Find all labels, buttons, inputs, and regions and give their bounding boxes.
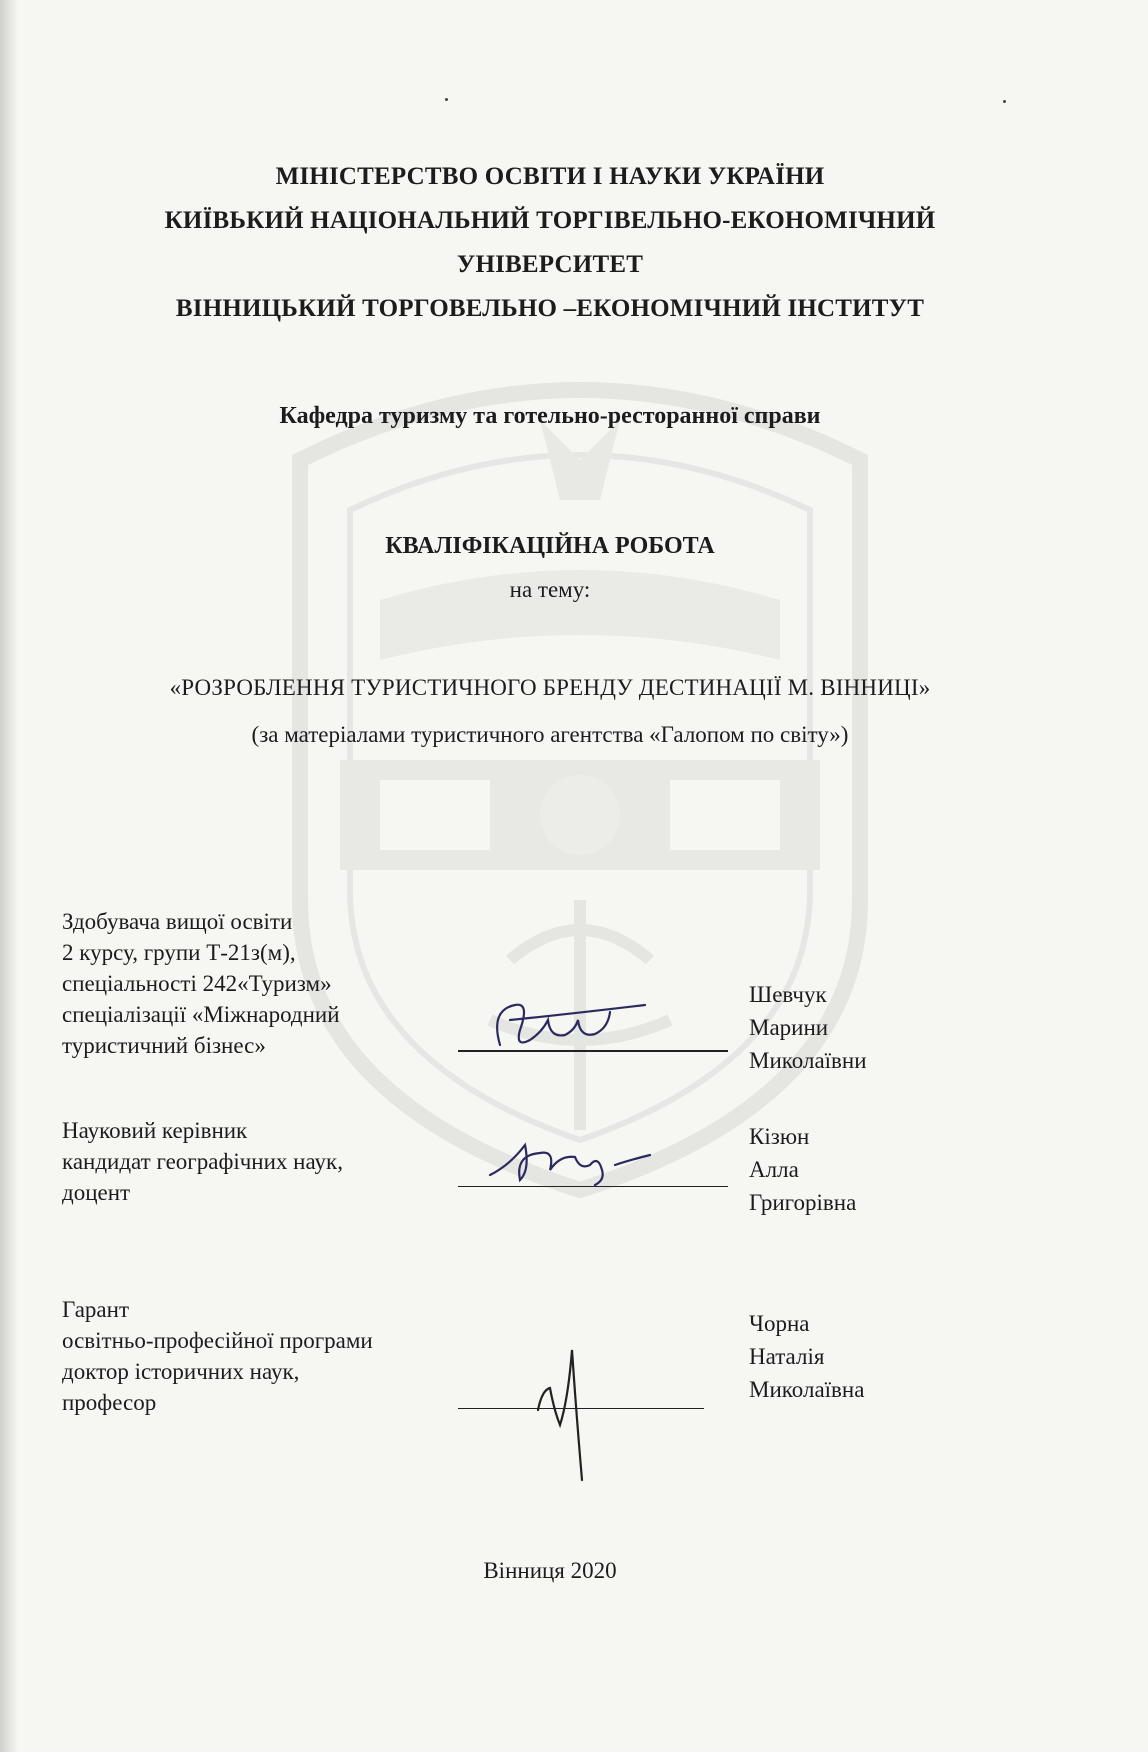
supervisor-name-block	[749, 1120, 856, 1219]
guarantor-name-line: Чорна	[749, 1311, 810, 1336]
supervisor-name-line: Кізюн	[749, 1124, 810, 1149]
supervisor-name-line: Алла	[749, 1157, 799, 1182]
supervisor-role-line: Науковий керівник	[62, 1118, 248, 1143]
student-role-line: Здобувача вищої освіти	[62, 909, 293, 934]
scan-speck	[445, 98, 448, 101]
student-role-line: спеціальності 242«Туризм»	[62, 971, 332, 996]
student-role-line: 2 курсу, групи Т-21з(м),	[62, 940, 296, 965]
institute-title: ВІННИЦЬКИЙ ТОРГОВЕЛЬНО –ЕКОНОМІЧНИЙ ІНСТИТУТ	[175, 295, 925, 322]
guarantor-signature	[530, 1330, 610, 1490]
ministry-title: МІНІСТЕРСТВО ОСВІТИ І НАУКИ УКРАЇНИ	[275, 163, 825, 190]
supervisor-role-line: кандидат географічних наук,	[62, 1149, 343, 1174]
guarantor-name-line: Миколаївна	[749, 1377, 865, 1402]
city-year: Вінниця 2020	[483, 1558, 617, 1583]
student-role-line: туристичний бізнес»	[62, 1033, 266, 1058]
university-title-line2: УНІВЕРСИТЕТ	[456, 251, 644, 278]
student-name-block	[749, 978, 867, 1077]
thesis-topic: «РОЗРОБЛЕННЯ ТУРИСТИЧНОГО БРЕНДУ ДЕСТИНАЦІЇ М. ВІННИЦІ»	[169, 675, 931, 700]
guarantor-role-line: доктор історичних наук,	[62, 1359, 300, 1384]
guarantor-name-line: Наталія	[749, 1344, 825, 1369]
department-title: Кафедра туризму та готельно-ресторанної справи	[279, 403, 821, 429]
university-title-line1: КИЇВЬКИЙ НАЦІОНАЛЬНИЙ ТОРГІВЕЛЬНО-ЕКОНОМІЧНИЙ	[164, 207, 936, 234]
guarantor-role-line: професор	[62, 1390, 157, 1415]
scan-speck	[1003, 100, 1006, 103]
student-name-line: Миколаївни	[749, 1048, 867, 1073]
institution-header	[0, 155, 1100, 331]
supervisor-signature	[480, 1125, 670, 1195]
guarantor-role-line: освітньо-професійної програми	[62, 1328, 373, 1353]
student-role-block	[62, 906, 340, 1061]
thesis-materials-note: (за матеріалами туристичного агентства «Галопом по світу»)	[251, 722, 849, 747]
supervisor-name-line: Григорівна	[749, 1190, 857, 1215]
on-topic-label: на тему:	[509, 577, 591, 602]
guarantor-name-block	[749, 1307, 864, 1406]
work-type-title: КВАЛІФІКАЦІЙНА РОБОТА	[385, 533, 715, 559]
supervisor-role-block	[62, 1115, 343, 1208]
guarantor-role-line: Гарант	[62, 1297, 130, 1322]
student-name-line: Марини	[749, 1015, 829, 1040]
student-name-line: Шевчук	[749, 982, 827, 1007]
supervisor-role-line: доцент	[62, 1180, 131, 1205]
guarantor-role-block	[62, 1294, 373, 1418]
student-signature	[470, 990, 670, 1060]
student-role-line: спеціалізації «Міжнародний	[62, 1002, 340, 1027]
